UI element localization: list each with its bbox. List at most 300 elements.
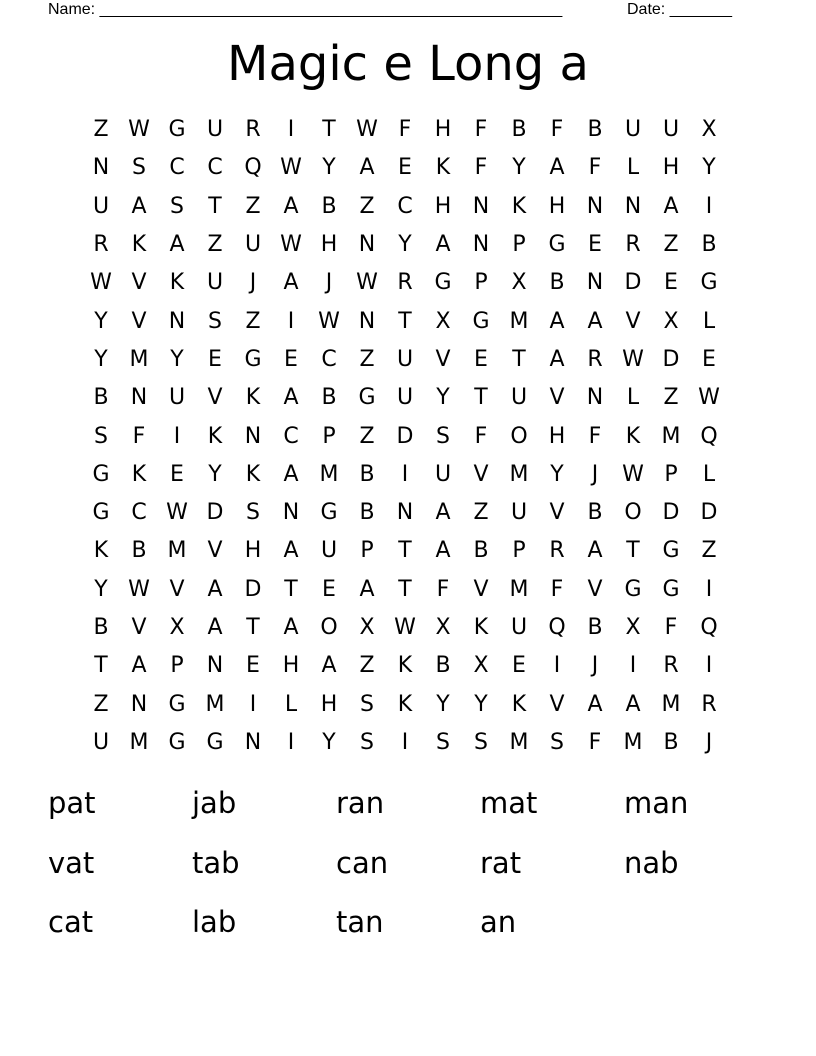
grid-letter: E <box>512 653 526 679</box>
grid-letter: F <box>398 117 412 143</box>
grid-letter: L <box>626 155 640 181</box>
grid-letter: Y <box>436 691 450 717</box>
grid-letter: D <box>396 423 414 449</box>
grid-letter: R <box>397 270 413 296</box>
grid-row <box>82 724 728 762</box>
grid-letter: G <box>168 729 186 755</box>
grid-letter: H <box>434 117 452 143</box>
grid-letter: M <box>509 729 529 755</box>
grid-letter: L <box>702 308 716 334</box>
grid-letter: Q <box>700 615 718 640</box>
grid-letter: N <box>358 308 376 334</box>
grid-letter: K <box>131 461 147 487</box>
grid-row <box>82 494 728 532</box>
grid-letter: M <box>167 538 187 564</box>
grid-letter: F <box>588 423 602 449</box>
grid-letter: W <box>128 117 150 143</box>
grid-letter: T <box>512 346 526 372</box>
grid-letter: A <box>587 308 603 334</box>
grid-letter: V <box>625 308 641 334</box>
grid-letter: K <box>131 232 147 258</box>
grid-letter: Z <box>245 308 261 334</box>
grid-letter: K <box>245 461 261 487</box>
grid-row <box>82 149 728 187</box>
grid-letter: X <box>663 308 679 334</box>
grid-letter: J <box>591 461 599 487</box>
grid-letter: E <box>246 653 260 679</box>
grid-letter: O <box>320 615 338 640</box>
grid-letter: E <box>398 155 412 181</box>
grid-letter: H <box>244 538 262 564</box>
grid-letter: Y <box>94 346 108 372</box>
grid-letter: W <box>356 117 378 143</box>
grid-letter: A <box>283 270 299 296</box>
grid-letter: U <box>510 385 528 411</box>
grid-letter: E <box>474 346 488 372</box>
grid-letter: U <box>662 117 680 143</box>
grid-letter: X <box>435 308 451 334</box>
grid-letter: F <box>550 576 564 602</box>
grid-letter: N <box>586 193 604 219</box>
grid-letter: N <box>586 385 604 411</box>
grid-row <box>82 226 728 264</box>
grid-letter: G <box>92 500 110 526</box>
grid-letter: V <box>587 576 603 602</box>
grid-letter: W <box>698 385 720 411</box>
grid-letter: C <box>169 155 185 181</box>
grid-letter: N <box>244 729 262 755</box>
grid-letter: W <box>280 155 302 181</box>
grid-letter: Z <box>663 232 679 258</box>
grid-letter: Y <box>702 155 716 181</box>
grid-letter: S <box>474 729 488 755</box>
word-list-item: man <box>624 786 689 820</box>
grid-letter: Z <box>359 346 375 372</box>
grid-letter: V <box>473 461 489 487</box>
word-list-item: mat <box>480 786 538 820</box>
grid-row <box>82 264 728 302</box>
grid-letter: K <box>511 691 527 717</box>
grid-letter: N <box>92 155 110 181</box>
grid-letter: S <box>436 729 450 755</box>
grid-letter: U <box>624 117 642 143</box>
grid-letter: K <box>397 653 413 679</box>
grid-letter: I <box>287 729 295 755</box>
grid-letter: I <box>705 653 713 679</box>
grid-letter: V <box>169 576 185 602</box>
grid-letter: E <box>170 461 184 487</box>
grid-letter: V <box>473 576 489 602</box>
grid-letter: H <box>320 691 338 717</box>
word-list-row <box>48 899 768 959</box>
grid-letter: I <box>173 423 181 449</box>
grid-letter: F <box>132 423 146 449</box>
grid-letter: E <box>284 346 298 372</box>
grid-letter: S <box>208 308 222 334</box>
grid-row <box>82 609 728 647</box>
grid-letter: K <box>169 270 185 296</box>
grid-letter: A <box>587 691 603 717</box>
grid-letter: M <box>319 461 339 487</box>
grid-letter: U <box>92 729 110 755</box>
grid-letter: F <box>474 155 488 181</box>
grid-letter: O <box>510 423 528 449</box>
grid-letter: J <box>705 729 713 755</box>
grid-letter: W <box>622 461 644 487</box>
grid-letter: H <box>434 193 452 219</box>
grid-letter: Y <box>322 729 336 755</box>
grid-letter: T <box>94 653 108 679</box>
grid-letter: F <box>664 615 678 640</box>
grid-letter: M <box>661 423 681 449</box>
grid-letter: G <box>548 232 566 258</box>
grid-letter: Z <box>359 423 375 449</box>
grid-letter: A <box>321 653 337 679</box>
grid-letter: Q <box>700 423 718 449</box>
grid-letter: A <box>283 615 299 640</box>
grid-letter: Y <box>94 308 108 334</box>
grid-letter: B <box>359 461 375 487</box>
grid-letter: A <box>207 615 223 640</box>
grid-letter: D <box>206 500 224 526</box>
grid-row <box>82 417 728 455</box>
grid-letter: P <box>322 423 336 449</box>
grid-letter: B <box>549 270 565 296</box>
grid-letter: T <box>474 385 488 411</box>
page-title: Magic e Long a <box>227 36 589 92</box>
grid-letter: D <box>700 500 718 526</box>
grid-letter: B <box>511 117 527 143</box>
grid-letter: W <box>166 500 188 526</box>
grid-letter: B <box>321 385 337 411</box>
grid-letter: W <box>128 576 150 602</box>
word-list-item: nab <box>624 845 679 880</box>
grid-letter: V <box>131 270 147 296</box>
grid-letter: M <box>509 576 529 602</box>
grid-letter: Z <box>473 500 489 526</box>
grid-row <box>82 302 728 340</box>
grid-letter: S <box>360 691 374 717</box>
grid-letter: K <box>473 615 489 640</box>
grid-letter: Y <box>474 691 488 717</box>
grid-letter: U <box>92 193 110 219</box>
grid-letter: Z <box>245 193 261 219</box>
grid-letter: Y <box>322 155 336 181</box>
grid-letter: N <box>130 691 148 717</box>
grid-letter: H <box>548 423 566 449</box>
grid-letter: Y <box>398 232 412 258</box>
grid-row <box>82 188 728 226</box>
grid-letter: K <box>207 423 223 449</box>
grid-letter: F <box>588 155 602 181</box>
grid-letter: W <box>318 308 340 334</box>
grid-letter: Z <box>359 653 375 679</box>
grid-letter: V <box>435 346 451 372</box>
grid-letter: S <box>170 193 184 219</box>
grid-letter: U <box>434 461 452 487</box>
grid-letter: A <box>131 193 147 219</box>
grid-letter: A <box>435 538 451 564</box>
date-field-label: Date: _______ <box>627 1 732 18</box>
grid-letter: W <box>394 615 416 640</box>
grid-letter: P <box>512 232 526 258</box>
grid-letter: A <box>169 232 185 258</box>
grid-letter: U <box>510 615 528 640</box>
grid-letter: H <box>282 653 300 679</box>
grid-letter: Z <box>207 232 223 258</box>
grid-letter: M <box>623 729 643 755</box>
grid-letter: V <box>549 500 565 526</box>
grid-letter: B <box>701 232 717 258</box>
grid-letter: A <box>359 155 375 181</box>
grid-letter: I <box>401 461 409 487</box>
grid-letter: E <box>664 270 678 296</box>
grid-letter: I <box>553 653 561 679</box>
grid-letter: C <box>207 155 223 181</box>
grid-letter: J <box>325 270 333 296</box>
word-list-item: tab <box>192 845 240 880</box>
grid-letter: S <box>132 155 146 181</box>
grid-letter: Z <box>93 691 109 717</box>
grid-letter: T <box>398 576 412 602</box>
grid-letter: B <box>93 385 109 411</box>
grid-letter: I <box>705 193 713 219</box>
grid-letter: A <box>625 691 641 717</box>
grid-letter: G <box>700 270 718 296</box>
grid-letter: A <box>435 500 451 526</box>
grid-letter: V <box>207 538 223 564</box>
grid-letter: H <box>662 155 680 181</box>
word-list <box>48 780 768 959</box>
word-list-item: jab <box>192 786 237 820</box>
grid-letter: L <box>702 461 716 487</box>
word-list-item: tan <box>336 905 384 939</box>
grid-letter: K <box>511 193 527 219</box>
grid-letter: C <box>397 193 413 219</box>
grid-row <box>82 111 728 149</box>
grid-letter: M <box>661 691 681 717</box>
grid-letter: Y <box>512 155 526 181</box>
grid-letter: B <box>587 500 603 526</box>
grid-letter: B <box>663 729 679 755</box>
grid-letter: K <box>93 538 109 564</box>
grid-letter: N <box>282 500 300 526</box>
grid-letter: W <box>90 270 112 296</box>
grid-letter: G <box>92 461 110 487</box>
grid-letter: G <box>168 691 186 717</box>
grid-letter: R <box>663 653 679 679</box>
grid-letter: C <box>131 500 147 526</box>
grid-letter: C <box>283 423 299 449</box>
word-search-grid <box>82 111 728 762</box>
grid-letter: M <box>205 691 225 717</box>
grid-letter: L <box>626 385 640 411</box>
grid-letter: V <box>549 385 565 411</box>
grid-letter: B <box>131 538 147 564</box>
grid-letter: F <box>550 117 564 143</box>
grid-letter: A <box>587 538 603 564</box>
grid-letter: G <box>472 308 490 334</box>
grid-letter: W <box>622 346 644 372</box>
grid-letter: Y <box>436 385 450 411</box>
grid-letter: W <box>280 232 302 258</box>
grid-letter: V <box>207 385 223 411</box>
grid-letter: I <box>705 576 713 602</box>
grid-letter: M <box>509 461 529 487</box>
grid-letter: N <box>130 385 148 411</box>
grid-letter: Q <box>244 155 262 181</box>
grid-letter: D <box>244 576 262 602</box>
grid-letter: N <box>472 232 490 258</box>
grid-letter: T <box>322 117 336 143</box>
grid-letter: U <box>168 385 186 411</box>
grid-letter: F <box>474 423 488 449</box>
grid-letter: I <box>287 308 295 334</box>
grid-letter: F <box>588 729 602 755</box>
grid-letter: B <box>435 653 451 679</box>
grid-letter: N <box>472 193 490 219</box>
grid-letter: A <box>549 155 565 181</box>
grid-letter: S <box>550 729 564 755</box>
grid-letter: B <box>587 117 603 143</box>
grid-letter: G <box>624 576 642 602</box>
grid-letter: D <box>624 270 642 296</box>
grid-letter: I <box>287 117 295 143</box>
grid-letter: N <box>206 653 224 679</box>
grid-letter: X <box>435 615 451 640</box>
grid-row <box>82 685 728 723</box>
grid-letter: R <box>245 117 261 143</box>
grid-letter: P <box>170 653 184 679</box>
grid-letter: G <box>244 346 262 372</box>
grid-letter: X <box>473 653 489 679</box>
grid-letter: R <box>93 232 109 258</box>
grid-letter: J <box>249 270 257 296</box>
grid-letter: U <box>206 270 224 296</box>
grid-letter: B <box>321 193 337 219</box>
grid-letter: R <box>625 232 641 258</box>
grid-letter: Z <box>359 193 375 219</box>
grid-row <box>82 532 728 570</box>
grid-letter: X <box>701 117 717 143</box>
grid-letter: X <box>169 615 185 640</box>
grid-letter: G <box>662 538 680 564</box>
grid-letter: P <box>360 538 374 564</box>
grid-letter: A <box>435 232 451 258</box>
grid-letter: N <box>586 270 604 296</box>
grid-letter: I <box>401 729 409 755</box>
grid-row <box>82 341 728 379</box>
grid-letter: G <box>434 270 452 296</box>
word-list-item: lab <box>192 905 237 939</box>
grid-row <box>82 571 728 609</box>
grid-letter: R <box>587 346 603 372</box>
grid-letter: V <box>549 691 565 717</box>
grid-letter: T <box>284 576 298 602</box>
grid-letter: A <box>131 653 147 679</box>
grid-letter: N <box>244 423 262 449</box>
grid-letter: B <box>587 615 603 640</box>
word-list-item: rat <box>480 845 522 880</box>
grid-letter: E <box>208 346 222 372</box>
grid-letter: A <box>359 576 375 602</box>
grid-letter: A <box>549 308 565 334</box>
grid-letter: Q <box>548 615 566 640</box>
grid-letter: A <box>283 193 299 219</box>
grid-letter: O <box>624 500 642 526</box>
grid-letter: N <box>624 193 642 219</box>
grid-letter: I <box>629 653 637 679</box>
grid-letter: T <box>208 193 222 219</box>
grid-letter: K <box>435 155 451 181</box>
grid-letter: V <box>131 615 147 640</box>
grid-letter: H <box>548 193 566 219</box>
grid-letter: Z <box>701 538 717 564</box>
grid-letter: S <box>360 729 374 755</box>
grid-letter: T <box>398 308 412 334</box>
grid-letter: T <box>246 615 260 640</box>
grid-letter: F <box>436 576 450 602</box>
grid-letter: G <box>662 576 680 602</box>
grid-letter: B <box>93 615 109 640</box>
word-list-item: cat <box>48 905 94 939</box>
grid-letter: D <box>662 346 680 372</box>
word-list-row <box>48 780 768 840</box>
grid-letter: X <box>511 270 527 296</box>
grid-letter: G <box>320 500 338 526</box>
grid-letter: E <box>322 576 336 602</box>
grid-letter: V <box>131 308 147 334</box>
grid-letter: M <box>129 729 149 755</box>
grid-letter: M <box>129 346 149 372</box>
grid-letter: I <box>249 691 257 717</box>
grid-letter: P <box>474 270 488 296</box>
grid-row <box>82 379 728 417</box>
grid-letter: U <box>320 538 338 564</box>
grid-letter: P <box>664 461 678 487</box>
name-field-label: Name: ____________________________________________________ <box>48 1 563 18</box>
grid-letter: E <box>588 232 602 258</box>
grid-letter: U <box>396 346 414 372</box>
word-list-row <box>48 840 768 900</box>
grid-row <box>82 647 728 685</box>
grid-letter: A <box>207 576 223 602</box>
grid-letter: G <box>358 385 376 411</box>
word-list-item: an <box>480 905 517 939</box>
grid-letter: K <box>625 423 641 449</box>
grid-letter: U <box>206 117 224 143</box>
grid-letter: G <box>206 729 224 755</box>
grid-letter: A <box>283 461 299 487</box>
grid-letter: G <box>168 117 186 143</box>
grid-letter: B <box>359 500 375 526</box>
grid-letter: R <box>549 538 565 564</box>
grid-letter: T <box>626 538 640 564</box>
grid-letter: U <box>244 232 262 258</box>
grid-letter: M <box>509 308 529 334</box>
grid-letter: Y <box>208 461 222 487</box>
grid-letter: U <box>510 500 528 526</box>
grid-letter: A <box>283 538 299 564</box>
word-list-item: pat <box>48 786 96 820</box>
grid-letter: T <box>398 538 412 564</box>
grid-letter: N <box>168 308 186 334</box>
word-list-item: ran <box>336 786 385 820</box>
grid-letter: Y <box>94 576 108 602</box>
grid-letter: Z <box>663 385 679 411</box>
grid-letter: J <box>591 653 599 679</box>
grid-letter: R <box>701 691 717 717</box>
